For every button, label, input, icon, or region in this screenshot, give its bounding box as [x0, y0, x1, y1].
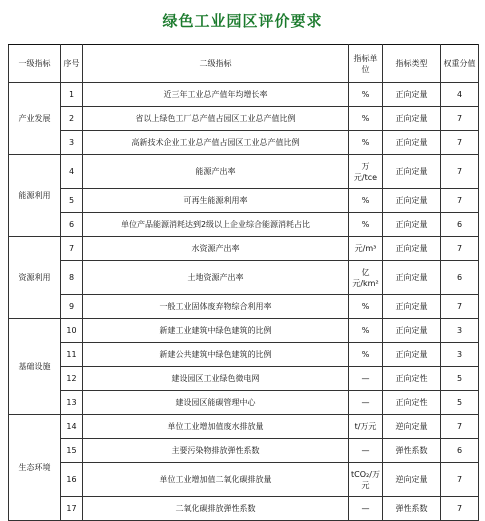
indicator-cell: 新建公共建筑中绿色建筑的比例 — [83, 343, 349, 367]
weight-cell: 7 — [441, 497, 479, 521]
seq-cell: 11 — [61, 343, 83, 367]
indicator-cell: 省以上绿色工厂总产值占园区工业总产值比例 — [83, 107, 349, 131]
indicator-cell: 水资源产出率 — [83, 237, 349, 261]
weight-cell: 7 — [441, 189, 479, 213]
unit-cell: — — [349, 497, 383, 521]
seq-cell: 3 — [61, 131, 83, 155]
weight-cell: 5 — [441, 391, 479, 415]
unit-cell: — — [349, 439, 383, 463]
type-cell: 正向定量 — [383, 83, 441, 107]
seq-cell: 1 — [61, 83, 83, 107]
header-level2: 二级指标 — [83, 45, 349, 83]
unit-cell: t/万元 — [349, 415, 383, 439]
group-cell: 生态环境 — [9, 415, 61, 521]
type-cell: 正向定量 — [383, 261, 441, 295]
table-row — [9, 261, 479, 295]
seq-cell: 8 — [61, 261, 83, 295]
unit-cell: % — [349, 189, 383, 213]
table-row — [9, 155, 479, 189]
table-row — [9, 237, 479, 261]
indicator-cell: 单位工业增加值二氧化碳排放量 — [83, 463, 349, 497]
seq-cell: 7 — [61, 237, 83, 261]
weight-cell: 7 — [441, 155, 479, 189]
seq-cell: 2 — [61, 107, 83, 131]
evaluation-table — [8, 44, 479, 521]
weight-cell: 7 — [441, 415, 479, 439]
table-row — [9, 83, 479, 107]
type-cell: 逆向定量 — [383, 415, 441, 439]
table-row — [9, 497, 479, 521]
table-row — [9, 319, 479, 343]
type-cell: 正向定量 — [383, 343, 441, 367]
header-type: 指标类型 — [383, 45, 441, 83]
table-row — [9, 295, 479, 319]
seq-cell: 15 — [61, 439, 83, 463]
type-cell: 正向定量 — [383, 189, 441, 213]
table-row — [9, 439, 479, 463]
indicator-cell: 新建工业建筑中绿色建筑的比例 — [83, 319, 349, 343]
seq-cell: 14 — [61, 415, 83, 439]
type-cell: 正向定量 — [383, 213, 441, 237]
seq-cell: 4 — [61, 155, 83, 189]
seq-cell: 16 — [61, 463, 83, 497]
unit-cell: % — [349, 213, 383, 237]
type-cell: 正向定量 — [383, 107, 441, 131]
table-row — [9, 415, 479, 439]
header-level1: 一级指标 — [9, 45, 61, 83]
table-row — [9, 463, 479, 497]
seq-cell: 5 — [61, 189, 83, 213]
unit-cell: 亿元/km² — [349, 261, 383, 295]
weight-cell: 7 — [441, 295, 479, 319]
group-cell: 资源利用 — [9, 237, 61, 319]
seq-cell: 13 — [61, 391, 83, 415]
indicator-cell: 高新技术企业工业总产值占园区工业总产值比例 — [83, 131, 349, 155]
unit-cell: — — [349, 367, 383, 391]
weight-cell: 6 — [441, 439, 479, 463]
weight-cell: 3 — [441, 343, 479, 367]
type-cell: 正向定量 — [383, 155, 441, 189]
unit-cell: % — [349, 295, 383, 319]
unit-cell: tCO₂/万元 — [349, 463, 383, 497]
seq-cell: 10 — [61, 319, 83, 343]
indicator-cell: 一般工业固体废弃物综合利用率 — [83, 295, 349, 319]
indicator-cell: 近三年工业总产值年均增长率 — [83, 83, 349, 107]
type-cell: 弹性系数 — [383, 497, 441, 521]
indicator-cell: 能源产出率 — [83, 155, 349, 189]
type-cell: 弹性系数 — [383, 439, 441, 463]
indicator-cell: 单位工业增加值废水排放量 — [83, 415, 349, 439]
indicator-cell: 土地资源产出率 — [83, 261, 349, 295]
weight-cell: 6 — [441, 213, 479, 237]
indicator-cell: 可再生能源利用率 — [83, 189, 349, 213]
unit-cell: % — [349, 319, 383, 343]
indicator-cell: 主要污染物排放弹性系数 — [83, 439, 349, 463]
table-row — [9, 343, 479, 367]
seq-cell: 9 — [61, 295, 83, 319]
page-title: 绿色工业园区评价要求 — [162, 12, 323, 30]
group-cell: 能源利用 — [9, 155, 61, 237]
table-row — [9, 391, 479, 415]
indicator-cell: 单位产品能源消耗达到2级以上企业综合能源消耗占比 — [83, 213, 349, 237]
unit-cell: — — [349, 391, 383, 415]
indicator-cell: 建设园区能碳管理中心 — [83, 391, 349, 415]
unit-cell: % — [349, 107, 383, 131]
weight-cell: 7 — [441, 107, 479, 131]
header-row — [9, 45, 479, 83]
table-row — [9, 189, 479, 213]
weight-cell: 7 — [441, 131, 479, 155]
type-cell: 正向定量 — [383, 237, 441, 261]
unit-cell: % — [349, 343, 383, 367]
seq-cell: 12 — [61, 367, 83, 391]
unit-cell: 万元/tce — [349, 155, 383, 189]
type-cell: 正向定量 — [383, 295, 441, 319]
table-row — [9, 131, 479, 155]
group-cell: 产业发展 — [9, 83, 61, 155]
type-cell: 正向定量 — [383, 319, 441, 343]
header-unit: 指标单位 — [349, 45, 383, 83]
weight-cell: 3 — [441, 319, 479, 343]
type-cell: 正向定量 — [383, 131, 441, 155]
header-weight: 权重分值 — [441, 45, 479, 83]
unit-cell: 元/m³ — [349, 237, 383, 261]
weight-cell: 7 — [441, 463, 479, 497]
weight-cell: 6 — [441, 261, 479, 295]
unit-cell: % — [349, 131, 383, 155]
header-seq: 序号 — [61, 45, 83, 83]
seq-cell: 17 — [61, 497, 83, 521]
table-row — [9, 107, 479, 131]
table-row — [9, 213, 479, 237]
weight-cell: 5 — [441, 367, 479, 391]
indicator-cell: 建设园区工业绿色微电网 — [83, 367, 349, 391]
table-row — [9, 367, 479, 391]
seq-cell: 6 — [61, 213, 83, 237]
weight-cell: 7 — [441, 237, 479, 261]
unit-cell: % — [349, 83, 383, 107]
weight-cell: 4 — [441, 83, 479, 107]
group-cell: 基础设施 — [9, 319, 61, 415]
indicator-cell: 二氧化碳排放弹性系数 — [83, 497, 349, 521]
type-cell: 正向定性 — [383, 367, 441, 391]
type-cell: 正向定性 — [383, 391, 441, 415]
type-cell: 逆向定量 — [383, 463, 441, 497]
